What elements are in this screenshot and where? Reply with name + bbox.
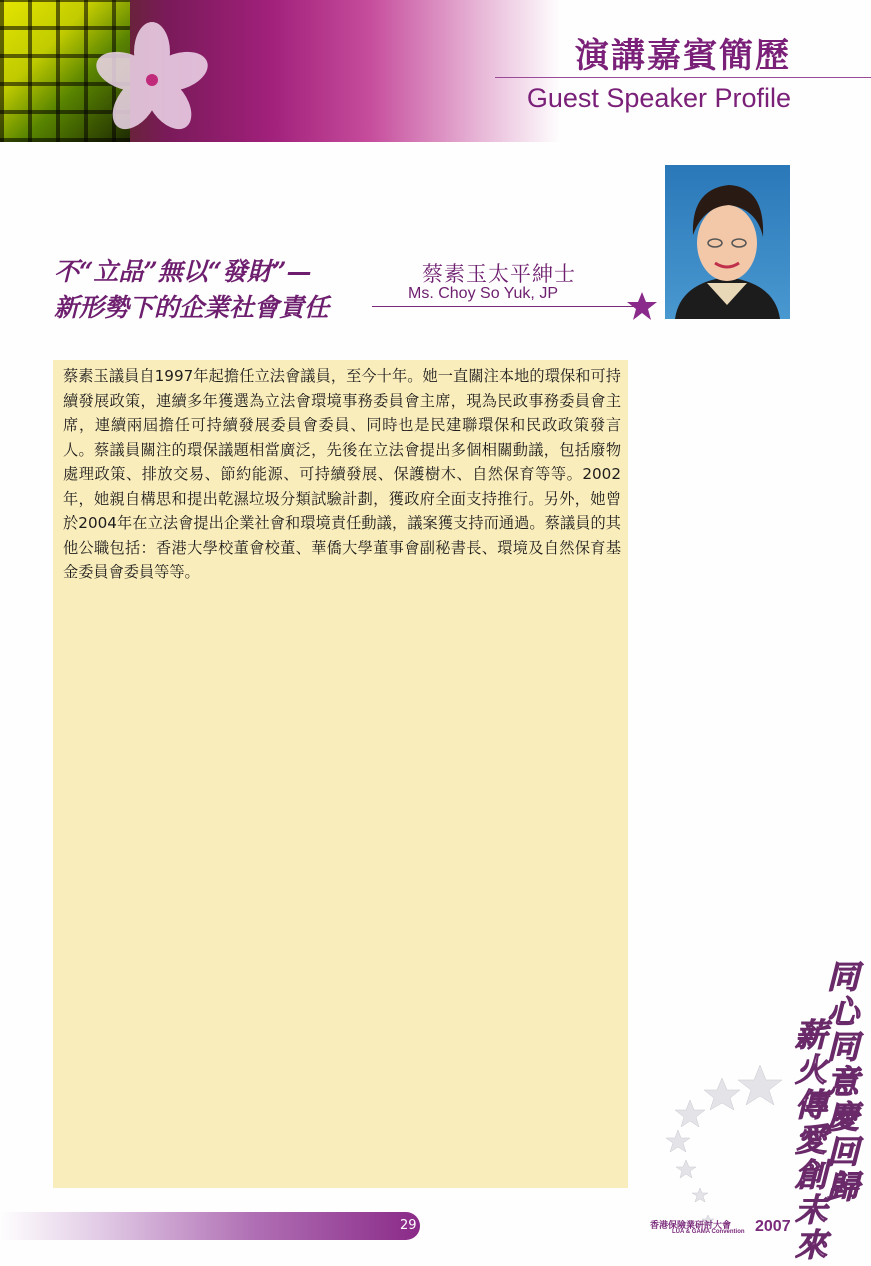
speaker-name-english: Ms. Choy So Yuk, JP (408, 285, 558, 302)
biography-box (53, 360, 628, 1188)
portrait-image (665, 165, 790, 319)
title-divider (495, 77, 871, 78)
speaker-divider (372, 306, 644, 307)
topic-line-1: 不“立品”無以“發財”— (54, 257, 312, 286)
page-number: 29 (400, 1218, 417, 1233)
slogan-line-1: 同心同意慶回歸 (822, 960, 860, 1205)
slogan-line-2: 薪火傳愛創未來 (790, 1018, 828, 1263)
footer-bar (0, 1212, 420, 1240)
convention-year: 2007 (755, 1218, 791, 1235)
bauhinia-flower-icon (92, 20, 212, 140)
speech-topic (54, 254, 329, 326)
convention-name-chinese: 香港保險業研討大會 (650, 1221, 732, 1231)
page-title-chinese: 演講嘉賓簡歷 (575, 36, 791, 76)
convention-name-english: LUA & GAMA Convention (672, 1229, 745, 1235)
star-icon (626, 290, 658, 322)
page-title-english: Guest Speaker Profile (526, 83, 791, 113)
biography-text: 蔡素玉議員自1997年起擔任立法會議員，至今十年。她一直關注本地的環保和可持續發展政策，連續多年獲選為立法會環境事務委員會主席，現為民政事務委員會主席，連續兩屆擔任可持續發展委員會委員、同時也是民建聯環保和民政政策發言人。蔡議員關注的環保議題相當廣泛，先後在立法會提出多個相關動議，包括廢物處理政策、排放交易、節約能源、可持續發展、保護樹木、自然保育等等。2002年，她親自構思和提出乾濕垃圾分類試驗計劃，獲政府全面支持推行。另外，她曾於2004年在立法會提出企業社會和環境責任動議，議案獲支持而通過。蔡議員的其他公職包括：香港大學校董會校董、華僑大學董事會副秘書長、環境及自然保育基金委員會委員等等。 (63, 367, 621, 581)
speaker-photo (665, 165, 790, 319)
header-banner (0, 0, 560, 142)
topic-line-2: 新形勢下的企業社會責任 (54, 293, 330, 322)
speaker-name-chinese: 蔡素玉太平紳士 (422, 262, 576, 286)
